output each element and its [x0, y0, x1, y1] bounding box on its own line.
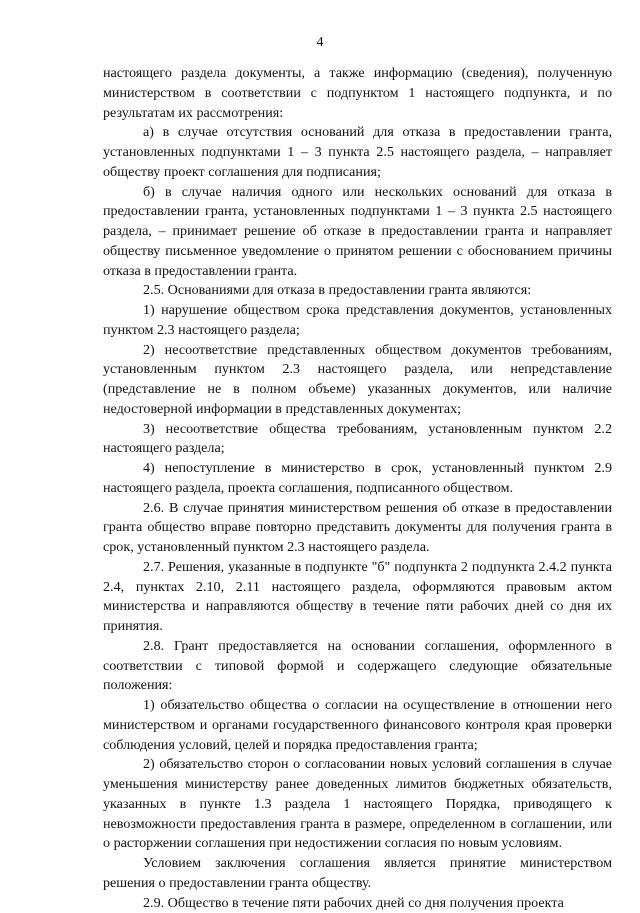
- paragraph-2-7: 2.7. Решения, указанные в подпункте "б" подпункта 2 подпункта 2.4.2 пункта 2.4, пунктах 2.10, 2.11 настоящего раздела, оформляются правовым актом министерства и направляются обществу в течение пяти рабочих дней со дня их принятия.: [103, 558, 612, 637]
- document-body: [103, 64, 612, 913]
- paragraph-subitem-a: а) в случае отсутствия оснований для отказа в предоставлении гранта, установленных подпунктами 1 – 3 пункта 2.5 настоящего раздела, – направляет обществу проект соглашения для подписания;: [103, 123, 612, 182]
- page-number: 4: [0, 34, 640, 52]
- paragraph-continuation: настоящего раздела документы, а также информацию (сведения), полученную министерством в соответствии с подпунктом 1 настоящего подпункта, и по результатам их рассмотрения:: [103, 64, 612, 123]
- paragraph-2-8-item-2: 2) обязательство сторон о согласовании новых условий соглашения в случае уменьшения министерству ранее доведенных лимитов бюджетных обязательств, указанных в пункте 1.3 раздела 1 настоящего Порядка, приводящего к невозможности предоставления гранта в размере, определенном в соглашении, или о расторжении соглашения при недостижении согласия по новым условиям.: [103, 755, 612, 854]
- paragraph-2-5-item-2: 2) несоответствие представленных обществом документов требованиям, установленным пунктом 2.3 настоящего раздела, или непредставление (представление не в полном объеме) указанных документов, или наличие недостоверной информации в представленных документах;: [103, 341, 612, 420]
- paragraph-2-6: 2.6. В случае принятия министерством решения об отказе в предоставлении гранта общество вправе повторно представить документы для получения гранта в срок, установленный пунктом 2.3 настоящего раздела.: [103, 499, 612, 558]
- paragraph-2-9: 2.9. Общество в течение пяти рабочих дней со дня получения проекта: [103, 894, 612, 913]
- paragraph-agreement-condition: Условием заключения соглашения является принятие министерством решения о предоставлении гранта обществу.: [103, 854, 612, 894]
- paragraph-2-5-item-1: 1) нарушение обществом срока представления документов, установленных пунктом 2.3 настоящего раздела;: [103, 301, 612, 341]
- paragraph-2-5-item-3: 3) несоответствие общества требованиям, установленным пунктом 2.2 настоящего раздела;: [103, 420, 612, 460]
- paragraph-2-5: 2.5. Основаниями для отказа в предоставлении гранта являются:: [103, 281, 612, 301]
- paragraph-2-8: 2.8. Грант предоставляется на основании соглашения, оформленного в соответствии с типовой формой и содержащего следующие обязательные положения:: [103, 637, 612, 696]
- paragraph-2-5-item-4: 4) непоступление в министерство в срок, установленный пунктом 2.9 настоящего раздела, проекта соглашения, подписанного обществом.: [103, 459, 612, 499]
- paragraph-subitem-b: б) в случае наличия одного или нескольких оснований для отказа в предоставлении гранта, установленных подпунктами 1 – 3 пункта 2.5 настоящего раздела, – принимает решение об отказе в предоставлении гранта и направляет обществу письменное уведомление о принятом решении с обоснованием причины отказа в предоставлении гранта.: [103, 183, 612, 282]
- paragraph-2-8-item-1: 1) обязательство общества о согласии на осуществление в отношении него министерством и органами государственного финансового контроля края проверки соблюдения условий, целей и порядка предоставления гранта;: [103, 696, 612, 755]
